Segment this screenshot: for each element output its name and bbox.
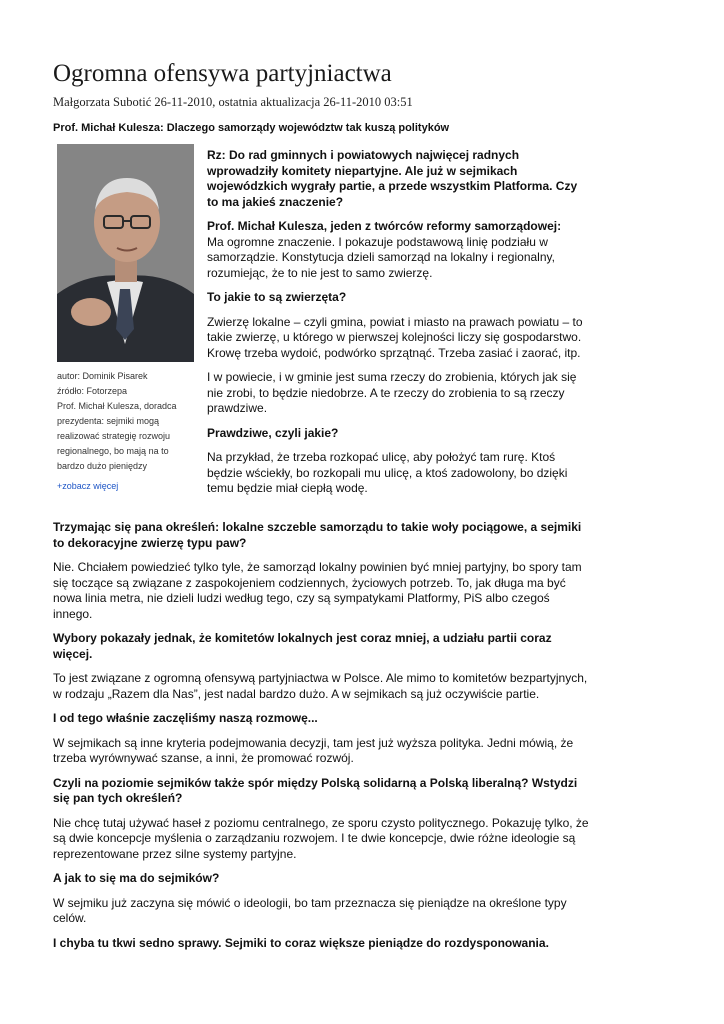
answer: Zwierzę lokalne – czyli gmina, powiat i miasto na prawach powiatu – to takie zwierzę, u którego w pierwszej kolejności liczy się gospodarstwo. Krowę trzeba wydoić, podwórko sprzątnąć. Trzeba zasiać i zaorać, itp. [207,314,583,360]
photo-source: źródło: Fotorzepa [57,386,128,396]
question: I od tego właśnie zaczęliśmy naszą rozmowę... [53,711,318,725]
question: Trzymając się pana określeń: lokalne szczeble samorządu to takie woły pociągowe, a sejmiki to dekoracyjne zwierzę typu paw? [53,520,582,550]
answer: W sejmikach są inne kryteria podejmowania decyzji, tam jest już wyższa polityka. Jedni mówią, że trzeba wyrównywać szanse, a inni, że promować rozwój. [53,735,574,765]
question: Wybory pokazały jednak, że komitetów lokalnych jest coraz mniej, a udziału partii coraz więcej. [53,631,552,661]
photo-author: autor: Dominik Pisarek [57,371,148,381]
photo-caption [57,369,197,494]
question: Prawdziwe, czyli jakie? [207,425,339,440]
article-title: Ogromna ofensywa partyjniactwa [53,60,392,87]
interview-full-width [53,520,589,960]
answer: W sejmiku już zaczyna się mówić o ideologii, bo tam przeznacza się pieniądze na określone typy celów. [53,895,567,925]
question: A jak to się ma do sejmików? [53,871,220,885]
portrait-illustration [57,144,194,362]
question: I chyba tu tkwi sedno sprawy. Sejmiki to coraz większe pieniądze do rozdysponowania. [53,935,549,950]
answer-text: Ma ogromne znaczenie. I pokazuje podstawową linię podziału w samorządzie. Konstytucja dzieli samorząd na lokalny i regionalny, rozumiejąc, że to nie jest to samo zwierzę. [207,234,555,280]
answer: To jest związane z ogromną ofensywą partyjniactwa w Polsce. Ale mimo to komitetów bezpartyjnych, w rodzaju „Razem dla Nas”, jest nadal bardzo dużo. A w sejmikach są już oczywiście partie. [53,671,588,701]
answer: Nie. Chciałem powiedzieć tylko tyle, że samorząd lokalny powinien być mniej partyjny, bo spory tam się toczące są związane z zaspokojeniem codziennych, życiowych potrzeb. To, jak długa ma być nowa linia metra, nie dzieli ludzi według tego, czy są sympatykami Platformy, PiS albo czegoś innego. [53,560,582,621]
speaker-intro: Prof. Michał Kulesza, jeden z twórców reformy samorządowej: [207,219,562,233]
answer: I w powiecie, i w gminie jest suma rzeczy do zrobienia, których jak się nie zrobi, to będzie niedobrze. A te rzeczy do zrobienia to są rzeczy prawdziwe. [207,370,577,415]
answer: Na przykład, że trzeba rozkopać ulicę, aby położyć tam rurę. Ktoś będzie wściekły, bo rozkopali mu ulicę, a ktoś zadowolony, bo dzięki temu będzie miał ciepłą wodę. [207,450,568,495]
see-more-link[interactable]: +zobacz więcej [57,481,119,491]
question: Rz: Do rad gminnych i powiatowych najwięcej radnych wprowadziły komitety niepartyjne. Ale już w sejmikach wojewódzkich wygrały partie, a przede wszystkim Platforma. Czy to ma jakieś znaczenie? [207,148,578,209]
photo-description: Prof. Michał Kulesza, doradca prezydenta: sejmiki mogą realizować strategię rozwoju regionalnego, bo mają na to bardzo dużo pieniędzy [57,401,177,471]
interview-side-column [207,148,589,506]
portrait-photo [57,144,194,362]
question: Czyli na poziomie sejmików także spór między Polską solidarną a Polską liberalną? Wstydzi się pan tych określeń? [53,775,578,805]
question: To jakie to są zwierzęta? [207,290,347,304]
article-byline: Małgorzata Subotić 26-11-2010, ostatnia aktualizacja 26-11-2010 03:51 [53,95,413,109]
answer: Nie chcę tutaj używać haseł z poziomu centralnego, ze sporu czysto politycznego. Pokazuję tylko, że są dwie koncepcje myślenia o zarządzaniu rozwojem. I te dwie koncepcje, dwie różne ideologie są reprezentowane przez silne systemy partyjne. [53,815,589,861]
article-lead: Prof. Michał Kulesza: Dlaczego samorządy województw tak kuszą polityków [53,122,450,134]
answer [207,219,589,281]
